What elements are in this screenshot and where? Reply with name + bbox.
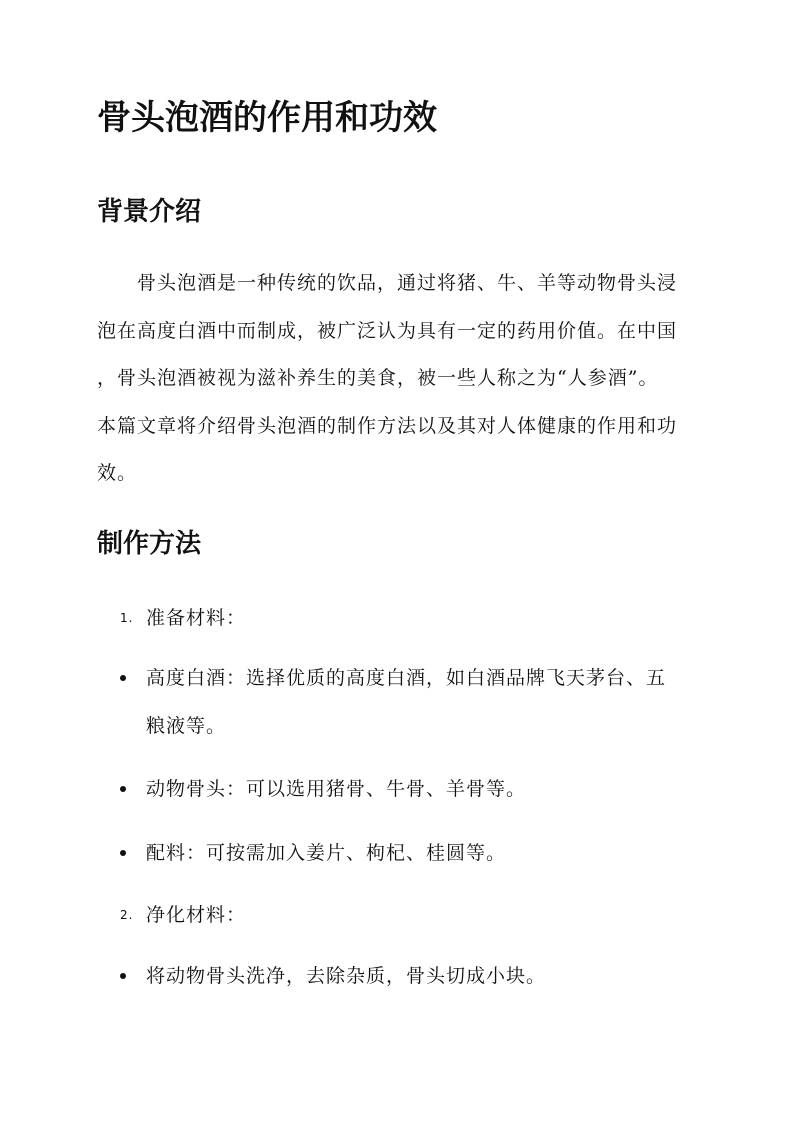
section-heading-background: 背景介绍 xyxy=(97,197,202,227)
list-item-text xyxy=(146,664,666,760)
bullet-dot xyxy=(120,973,126,979)
bullet-dot xyxy=(120,675,126,681)
paragraph-line: 骨头泡酒是一种传统的饮品，通过将猪、牛、羊等动物骨头浸 xyxy=(97,272,678,294)
list-item-line: 高度白酒：选择优质的高度白酒，如白酒品牌飞天茅台、五 xyxy=(146,667,667,689)
step-label: 准备材料： xyxy=(146,607,247,629)
step-number: 1. xyxy=(120,611,134,625)
step-label: 净化材料： xyxy=(146,904,247,926)
document-title: 骨头泡酒的作用和功效 xyxy=(97,98,437,138)
step-number: 2. xyxy=(120,908,134,922)
list-item-text: 配料：可按需加入姜片、枸杞、桂圆等。 xyxy=(146,842,507,864)
paragraph-line: 效。 xyxy=(97,462,138,484)
list-item-text: 动物骨头：可以选用猪骨、牛骨、羊骨等。 xyxy=(146,778,527,800)
bullet-dot xyxy=(120,850,126,856)
paragraph-line: 泡在高度白酒中而制成，被广泛认为具有一定的药用价值。在中国 xyxy=(97,319,678,342)
section-heading-method: 制作方法 xyxy=(97,529,202,559)
background-paragraph xyxy=(97,263,709,501)
paragraph-line: 本篇文章将介绍骨头泡酒的制作方法以及其对人体健康的作用和功 xyxy=(97,414,678,437)
list-item-line: 粮液等。 xyxy=(146,715,227,737)
paragraph-line: ，骨头泡酒被视为滋补养生的美食，被一些人称之为“人参酒”。 xyxy=(97,367,659,389)
bullet-dot xyxy=(120,786,126,792)
list-item-text: 将动物骨头洗净，去除杂质，骨头切成小块。 xyxy=(146,965,547,987)
